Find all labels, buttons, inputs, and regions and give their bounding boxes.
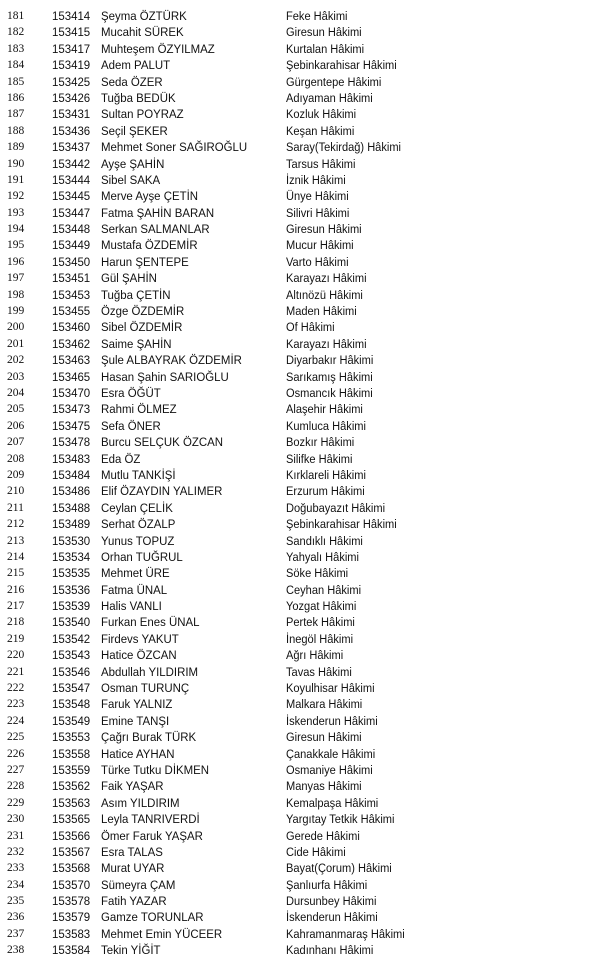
person-name: Tuğba BEDÜK <box>101 90 176 105</box>
row-number: 238 <box>7 944 25 957</box>
person-name: Mutlu TANKİŞİ <box>101 467 176 482</box>
person-name: Yunus TOPUZ <box>101 533 175 548</box>
row-number: 236 <box>7 911 25 924</box>
court-assignment: Şebinkarahisar Hâkimi <box>286 517 397 532</box>
registry-number: 153436 <box>52 123 91 138</box>
person-name: Esra TALAS <box>101 844 163 859</box>
row-number: 229 <box>7 796 25 809</box>
list-row <box>0 647 600 663</box>
row-number: 194 <box>7 223 25 236</box>
person-name: Tekin YİĞİT <box>101 943 161 958</box>
person-name: Fatma ÜNAL <box>101 582 168 597</box>
registry-number: 153549 <box>52 713 91 728</box>
person-name: Mucahit SÜREK <box>101 25 184 40</box>
list-row <box>0 467 600 483</box>
registry-number: 153455 <box>52 304 91 319</box>
person-name: Eda ÖZ <box>101 451 141 466</box>
registry-number: 153563 <box>52 795 91 810</box>
person-name: Elif ÖZAYDIN YALIMER <box>101 484 223 499</box>
court-assignment: Malkara Hâkimi <box>286 697 363 712</box>
registry-number: 153448 <box>52 222 91 237</box>
person-name: Fatma ŞAHİN BARAN <box>101 205 215 220</box>
row-number: 232 <box>7 845 25 858</box>
registry-number: 153442 <box>52 156 91 171</box>
court-assignment: Erzurum Hâkimi <box>286 484 365 499</box>
list-row <box>0 631 600 647</box>
registry-number: 153547 <box>52 681 91 696</box>
row-number: 213 <box>7 534 25 547</box>
row-number: 237 <box>7 927 25 940</box>
court-assignment: Sandıklı Hâkimi <box>286 533 363 548</box>
list-row <box>0 451 600 467</box>
court-assignment: Keşan Hâkimi <box>286 123 355 138</box>
person-name: Adem PALUT <box>101 58 171 73</box>
row-number: 235 <box>7 895 25 908</box>
court-assignment: Gürgentepe Hâkimi <box>286 74 382 89</box>
row-number: 189 <box>7 141 25 154</box>
registry-number: 153583 <box>52 926 91 941</box>
court-assignment: Varto Hâkimi <box>286 254 349 269</box>
row-number: 200 <box>7 321 25 334</box>
row-number: 227 <box>7 763 25 776</box>
row-number: 181 <box>7 10 25 22</box>
person-name: Halis VANLI <box>101 599 162 614</box>
person-name: Gül ŞAHİN <box>101 271 157 286</box>
registry-number: 153465 <box>52 369 91 384</box>
row-number: 183 <box>7 42 25 55</box>
registry-number: 153543 <box>52 648 91 663</box>
person-name: Tuğba ÇETİN <box>101 287 171 302</box>
registry-number: 153470 <box>52 385 91 400</box>
row-number: 219 <box>7 632 25 645</box>
person-name: Çağrı Burak TÜRK <box>101 730 197 745</box>
registry-number: 153414 <box>52 9 91 23</box>
list-row <box>0 614 600 630</box>
court-assignment: Yozgat Hâkimi <box>286 599 357 614</box>
list-row <box>0 582 600 598</box>
registry-number: 153530 <box>52 533 91 548</box>
registry-number: 153449 <box>52 238 91 253</box>
registry-number: 153559 <box>52 762 91 777</box>
registry-number: 153535 <box>52 566 91 581</box>
list-row <box>0 156 600 172</box>
list-row <box>0 926 600 942</box>
court-assignment: Mucur Hâkimi <box>286 238 354 253</box>
court-assignment: Adıyaman Hâkimi <box>286 90 373 105</box>
court-assignment: Gerede Hâkimi <box>286 828 360 843</box>
list-row <box>0 418 600 434</box>
list-row <box>0 680 600 696</box>
list-row <box>0 598 600 614</box>
person-name: Faik YAŞAR <box>101 779 164 794</box>
court-assignment: Çanakkale Hâkimi <box>286 746 376 761</box>
person-name: Esra ÖĞÜT <box>101 385 161 400</box>
court-assignment: Kahramanmaraş Hâkimi <box>286 926 405 941</box>
registry-number: 153488 <box>52 500 91 515</box>
row-number: 226 <box>7 747 25 760</box>
registry-number: 153546 <box>52 664 91 679</box>
row-number: 197 <box>7 272 25 285</box>
list-row <box>0 401 600 417</box>
registry-number: 153553 <box>52 730 91 745</box>
list-row <box>0 106 600 122</box>
list-row <box>0 828 600 844</box>
list-row <box>0 909 600 925</box>
court-assignment: Tavas Hâkimi <box>286 664 352 679</box>
row-number: 199 <box>7 305 25 318</box>
appointment-list <box>0 8 600 959</box>
row-number: 234 <box>7 878 25 891</box>
row-number: 211 <box>7 501 24 514</box>
registry-number: 153478 <box>52 435 91 450</box>
list-row <box>0 385 600 401</box>
list-row <box>0 221 600 237</box>
list-row <box>0 8 600 24</box>
court-assignment: Pertek Hâkimi <box>286 615 355 630</box>
court-assignment: Bayat(Çorum) Hâkimi <box>286 861 392 876</box>
row-number: 210 <box>7 485 25 498</box>
court-assignment: İskenderun Hâkimi <box>286 910 378 925</box>
registry-number: 153579 <box>52 910 91 925</box>
court-assignment: Dursunbey Hâkimi <box>286 894 377 909</box>
registry-number: 153444 <box>52 172 91 187</box>
person-name: Emine TANŞI <box>101 713 170 728</box>
row-number: 230 <box>7 813 25 826</box>
court-assignment: Ünye Hâkimi <box>286 189 349 204</box>
court-assignment: Karayazı Hâkimi <box>286 336 367 351</box>
list-row <box>0 746 600 762</box>
person-name: Murat UYAR <box>101 861 165 876</box>
row-number: 218 <box>7 616 25 629</box>
row-number: 222 <box>7 682 25 695</box>
registry-number: 153450 <box>52 254 91 269</box>
court-assignment: Saray(Tekirdağ) Hâkimi <box>286 140 402 155</box>
row-number: 208 <box>7 452 25 465</box>
court-assignment: İskenderun Hâkimi <box>286 713 378 728</box>
person-name: Mehmet Soner SAĞIROĞLU <box>101 140 248 155</box>
court-assignment: Cide Hâkimi <box>286 844 346 859</box>
person-name: Mehmet ÜRE <box>101 566 170 581</box>
registry-number: 153562 <box>52 779 91 794</box>
row-number: 188 <box>7 124 25 137</box>
list-row <box>0 57 600 73</box>
list-row <box>0 696 600 712</box>
court-assignment: Sarıkamış Hâkimi <box>286 369 373 384</box>
person-name: Gamze TORUNLAR <box>101 910 204 925</box>
court-assignment: Giresun Hâkimi <box>286 25 362 40</box>
list-row <box>0 533 600 549</box>
row-number: 201 <box>7 337 25 350</box>
row-number: 186 <box>7 91 25 104</box>
row-number: 192 <box>7 190 25 203</box>
person-name: Harun ŞENTEPE <box>101 254 189 269</box>
list-row <box>0 778 600 794</box>
court-assignment: Silifke Hâkimi <box>286 451 353 466</box>
row-number: 193 <box>7 206 25 219</box>
list-row <box>0 893 600 909</box>
court-assignment: Bozkır Hâkimi <box>286 435 355 450</box>
list-row <box>0 483 600 499</box>
row-number: 215 <box>7 567 25 580</box>
court-assignment: Kemalpaşa Hâkimi <box>286 795 379 810</box>
row-number: 207 <box>7 436 25 449</box>
court-assignment: Giresun Hâkimi <box>286 730 362 745</box>
person-name: Saime ŞAHİN <box>101 336 172 351</box>
court-assignment: Ağrı Hâkimi <box>286 648 344 663</box>
registry-number: 153462 <box>52 336 91 351</box>
registry-number: 153542 <box>52 631 91 646</box>
row-number: 228 <box>7 780 25 793</box>
list-row <box>0 237 600 253</box>
person-name: Seçil ŞEKER <box>101 123 168 138</box>
list-row <box>0 877 600 893</box>
court-assignment: Kurtalan Hâkimi <box>286 41 365 56</box>
registry-number: 153570 <box>52 877 91 892</box>
person-name: Sultan POYRAZ <box>101 107 184 122</box>
registry-number: 153426 <box>52 90 91 105</box>
registry-number: 153565 <box>52 812 91 827</box>
court-assignment: Manyas Hâkimi <box>286 779 362 794</box>
registry-number: 153473 <box>52 402 91 417</box>
row-number: 209 <box>7 468 25 481</box>
registry-number: 153417 <box>52 41 91 56</box>
person-name: Fatih YAZAR <box>101 894 167 909</box>
person-name: Sefa ÖNER <box>101 418 161 433</box>
person-name: Hasan Şahin SARIOĞLU <box>101 369 229 384</box>
person-name: Asım YILDIRIM <box>101 795 180 810</box>
row-number: 204 <box>7 386 25 399</box>
court-assignment: Osmancık Hâkimi <box>286 385 373 400</box>
registry-number: 153453 <box>52 287 91 302</box>
registry-number: 153540 <box>52 615 91 630</box>
court-assignment: Kozluk Hâkimi <box>286 107 357 122</box>
person-name: Serhat ÖZALP <box>101 517 176 532</box>
row-number: 214 <box>7 550 25 563</box>
row-number: 185 <box>7 75 25 88</box>
registry-number: 153483 <box>52 451 91 466</box>
person-name: Sibel ÖZDEMİR <box>101 320 183 335</box>
court-assignment: Doğubayazıt Hâkimi <box>286 500 386 515</box>
list-row <box>0 860 600 876</box>
list-row <box>0 352 600 368</box>
court-assignment: Şebinkarahisar Hâkimi <box>286 58 397 73</box>
court-assignment: İnegöl Hâkimi <box>286 631 354 646</box>
person-name: Türke Tutku DİKMEN <box>101 762 210 777</box>
list-row <box>0 188 600 204</box>
court-assignment: Maden Hâkimi <box>286 304 357 319</box>
list-row <box>0 254 600 270</box>
list-row <box>0 336 600 352</box>
registry-number: 153484 <box>52 467 91 482</box>
row-number: 233 <box>7 862 25 875</box>
person-name: Muhteşem ÖZYILMAZ <box>101 41 215 56</box>
list-row <box>0 565 600 581</box>
registry-number: 153568 <box>52 861 91 876</box>
row-number: 196 <box>7 255 25 268</box>
row-number: 190 <box>7 157 25 170</box>
person-name: Şule ALBAYRAK ÖZDEMİR <box>101 353 242 368</box>
list-row <box>0 844 600 860</box>
list-row <box>0 713 600 729</box>
registry-number: 153463 <box>52 353 91 368</box>
list-row <box>0 516 600 532</box>
registry-number: 153451 <box>52 271 91 286</box>
row-number: 182 <box>7 26 25 39</box>
row-number: 202 <box>7 354 25 367</box>
person-name: Faruk YALNIZ <box>101 697 173 712</box>
court-assignment: Diyarbakır Hâkimi <box>286 353 374 368</box>
row-number: 231 <box>7 829 25 842</box>
list-row <box>0 319 600 335</box>
registry-number: 153445 <box>52 189 91 204</box>
list-row <box>0 74 600 90</box>
list-row <box>0 795 600 811</box>
person-name: Hatice AYHAN <box>101 746 175 761</box>
registry-number: 153486 <box>52 484 91 499</box>
registry-number: 153536 <box>52 582 91 597</box>
row-number: 212 <box>7 518 25 531</box>
registry-number: 153558 <box>52 746 91 761</box>
registry-number: 153431 <box>52 107 91 122</box>
person-name: Sümeyra ÇAM <box>101 877 176 892</box>
registry-number: 153447 <box>52 205 91 220</box>
list-row <box>0 24 600 40</box>
list-row <box>0 123 600 139</box>
row-number: 206 <box>7 419 25 432</box>
person-name: Mehmet Emin YÜCEER <box>101 926 223 941</box>
registry-number: 153489 <box>52 517 91 532</box>
row-number: 187 <box>7 108 25 121</box>
row-number: 195 <box>7 239 25 252</box>
court-assignment: Karayazı Hâkimi <box>286 271 367 286</box>
person-name: Abdullah YILDIRIM <box>101 664 199 679</box>
list-row <box>0 90 600 106</box>
registry-number: 153548 <box>52 697 91 712</box>
person-name: Leyla TANRIVERDİ <box>101 812 200 827</box>
list-row <box>0 287 600 303</box>
registry-number: 153566 <box>52 828 91 843</box>
list-row <box>0 942 600 958</box>
row-number: 198 <box>7 288 25 301</box>
list-row <box>0 139 600 155</box>
court-assignment: Koyulhisar Hâkimi <box>286 681 375 696</box>
court-assignment: İznik Hâkimi <box>286 172 346 187</box>
row-number: 223 <box>7 698 25 711</box>
court-assignment: Şanlıurfa Hâkimi <box>286 877 368 892</box>
person-name: Merve Ayşe ÇETİN <box>101 189 199 204</box>
person-name: Sibel SAKA <box>101 172 161 187</box>
court-assignment: Ceyhan Hâkimi <box>286 582 362 597</box>
person-name: Burcu SELÇUK ÖZCAN <box>101 435 224 450</box>
row-number: 203 <box>7 370 25 383</box>
court-assignment: Yargıtay Tetkik Hâkimi <box>286 812 395 827</box>
person-name: Ceylan ÇELİK <box>101 500 173 515</box>
court-assignment: Silivri Hâkimi <box>286 205 350 220</box>
person-name: Osman TURUNÇ <box>101 681 190 696</box>
registry-number: 153425 <box>52 74 91 89</box>
registry-number: 153539 <box>52 599 91 614</box>
person-name: Hatice ÖZCAN <box>101 648 177 663</box>
person-name: Seda ÖZER <box>101 74 163 89</box>
person-name: Ömer Faruk YAŞAR <box>101 828 203 843</box>
row-number: 184 <box>7 59 25 72</box>
court-assignment: Tarsus Hâkimi <box>286 156 356 171</box>
registry-number: 153567 <box>52 844 91 859</box>
list-row <box>0 664 600 680</box>
list-row <box>0 500 600 516</box>
row-number: 191 <box>7 173 25 186</box>
person-name: Serkan SALMANLAR <box>101 222 210 237</box>
row-number: 221 <box>7 665 25 678</box>
list-row <box>0 369 600 385</box>
court-assignment: Osmaniye Hâkimi <box>286 762 373 777</box>
court-assignment: Kırklareli Hâkimi <box>286 467 366 482</box>
court-assignment: Of Hâkimi <box>286 320 335 335</box>
list-row <box>0 729 600 745</box>
registry-number: 153578 <box>52 894 91 909</box>
list-row <box>0 434 600 450</box>
list-row <box>0 303 600 319</box>
court-assignment: Giresun Hâkimi <box>286 222 362 237</box>
registry-number: 153475 <box>52 418 91 433</box>
list-row <box>0 41 600 57</box>
list-row <box>0 762 600 778</box>
row-number: 220 <box>7 649 25 662</box>
row-number: 205 <box>7 403 25 416</box>
registry-number: 153534 <box>52 549 91 564</box>
court-assignment: Yahyalı Hâkimi <box>286 549 359 564</box>
person-name: Mustafa ÖZDEMİR <box>101 238 198 253</box>
list-row <box>0 270 600 286</box>
court-assignment: Kumluca Hâkimi <box>286 418 366 433</box>
registry-number: 153415 <box>52 25 91 40</box>
court-assignment: Alaşehir Hâkimi <box>286 402 363 417</box>
court-assignment: Feke Hâkimi <box>286 9 348 23</box>
row-number: 217 <box>7 600 25 613</box>
court-assignment: Söke Hâkimi <box>286 566 349 581</box>
row-number: 224 <box>7 714 25 727</box>
person-name: Firdevs YAKUT <box>101 631 179 646</box>
registry-number: 153460 <box>52 320 91 335</box>
row-number: 216 <box>7 583 25 596</box>
list-row <box>0 172 600 188</box>
registry-number: 153419 <box>52 58 91 73</box>
registry-number: 153437 <box>52 140 91 155</box>
court-assignment: Altınözü Hâkimi <box>286 287 363 302</box>
person-name: Rahmi ÖLMEZ <box>101 402 177 417</box>
court-assignment: Kadınhanı Hâkimi <box>286 943 374 958</box>
person-name: Furkan Enes ÜNAL <box>101 615 200 630</box>
list-row <box>0 205 600 221</box>
person-name: Ayşe ŞAHİN <box>101 156 165 171</box>
person-name: Özge ÖZDEMİR <box>101 304 185 319</box>
person-name: Orhan TUĞRUL <box>101 549 183 564</box>
person-name: Şeyma ÖZTÜRK <box>101 9 187 23</box>
row-number: 225 <box>7 731 25 744</box>
list-row <box>0 811 600 827</box>
registry-number: 153584 <box>52 943 91 958</box>
list-row <box>0 549 600 565</box>
